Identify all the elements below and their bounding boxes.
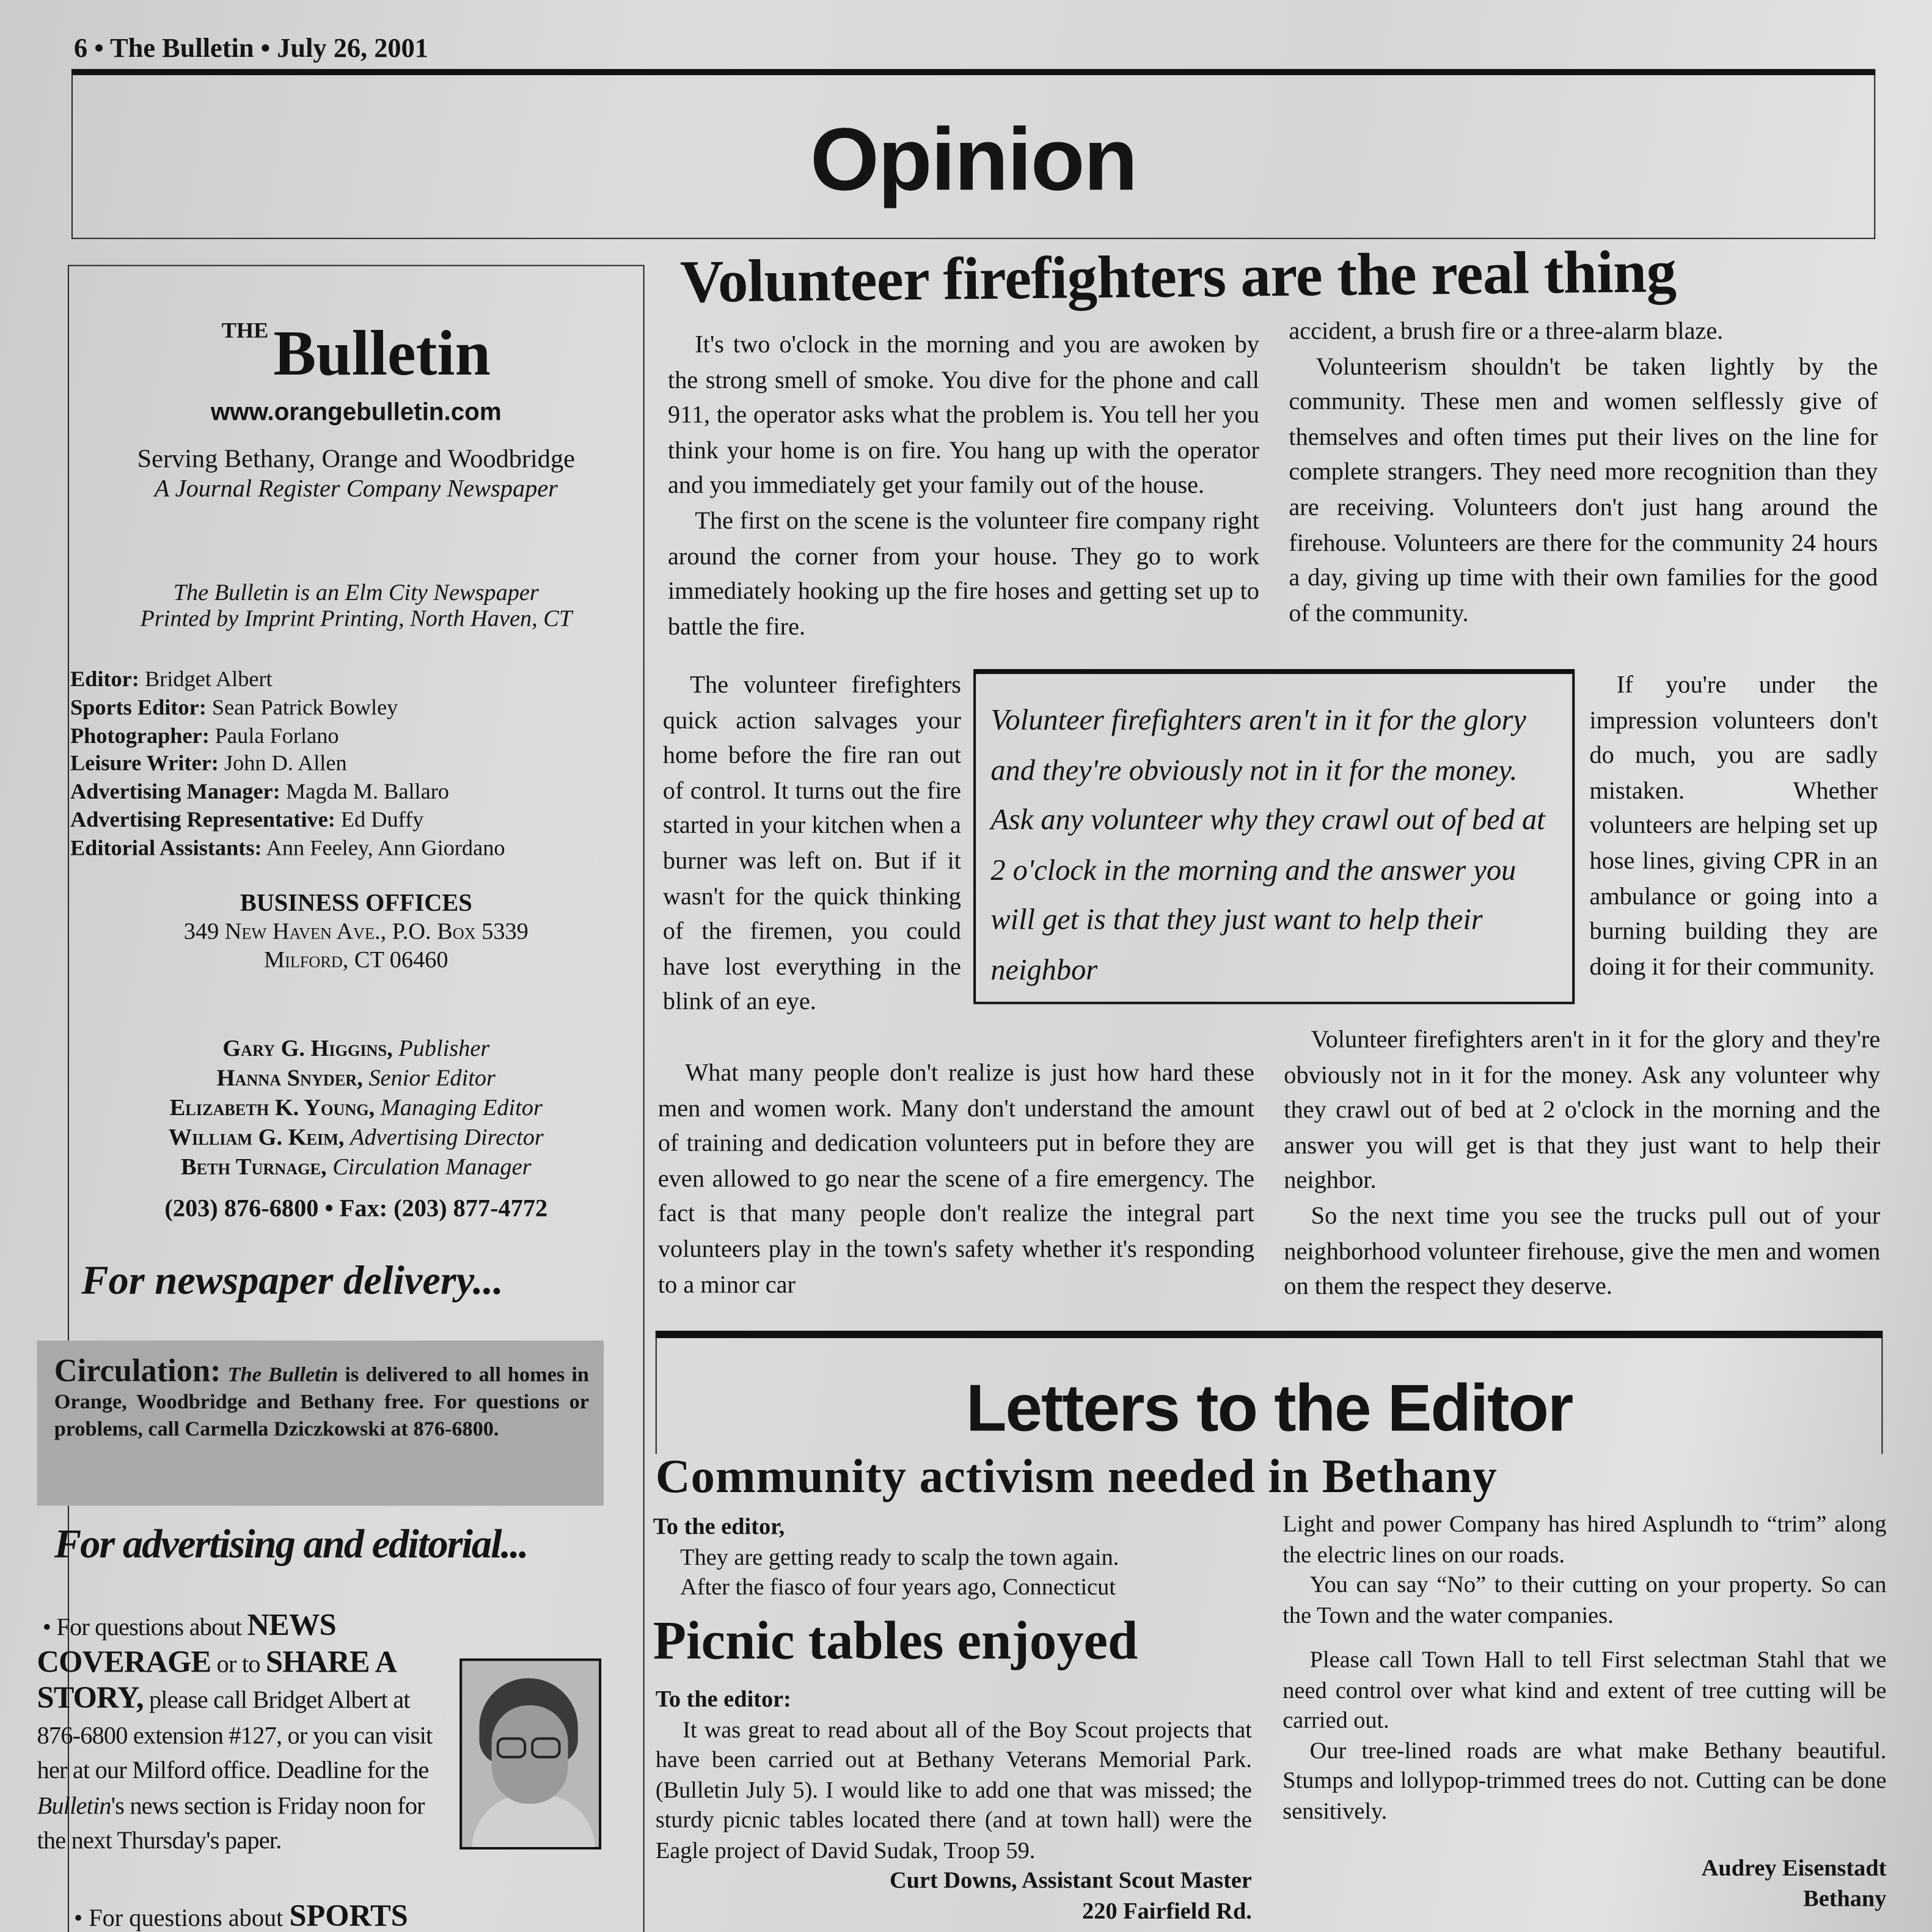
officer-item: William G. Keim, Advertising Director: [168, 1125, 544, 1151]
letter-headline: Community activism needed in Bethany: [655, 1450, 1498, 1504]
letter-headline: Picnic tables enjoyed: [653, 1610, 1138, 1671]
address-line: 349 New Haven Ave., P.O. Box 5339: [183, 919, 529, 945]
editorial-col2-bottom: Volunteer firefighters aren't in it for the glory and they're obviously not in it for the money. Ask any volunteer why they crawl out of bed at 2 o'clock in the morning and the answer you will get is that they just want to help their neighbor. So the next time you see the trucks pull out of your neighborhood volunteer firehouse, give the men and women on them the respect they deserve.: [1284, 1026, 1881, 1300]
officer-item: Gary G. Higgins, Publisher: [222, 1036, 490, 1063]
staff-item: Advertising Representative: Ed Duffy: [70, 807, 424, 832]
editorial-col2-narrow: If you're under the impression volunteers don't do much, you are sadly mistaken. Whether volunteers are helping set up hose lines, giving CPR in an ambulance or going into a burning building they are doing it for their community.: [1589, 671, 1878, 981]
staff-item: Leisure Writer: John D. Allen: [70, 750, 347, 776]
letter-signature: Audrey Eisenstadt: [1701, 1855, 1887, 1882]
staff-item: Advertising Manager: Magda M. Ballaro: [70, 778, 449, 804]
news-contact-info: • For questions about NEWS COVERAGE or to SHARE A STORY, please call Bridget Albert at 876-6800 extension #127, or you can visit her at our Milford office. Deadline for the Bulletin's news section is Friday noon for the next Thursday's paper.: [37, 1609, 433, 1854]
staff-item: Sports Editor: Sean Patrick Bowley: [70, 694, 398, 720]
officers-list: [68, 1035, 645, 1183]
bulletin-logo: [68, 318, 645, 390]
letter1-col2: Light and power Company has hired Asplundh to “trim” along the electric lines on our roads. You can say “No” to their cutting on your property. So can the Town and the water companies. Please call Town Hall to tell First selectman Stahl that we need control over what kind and extent of tree cutting will be carried out. Our tree-lined roads are what make Bethany beautiful. Stumps and lollypop-trimmed trees do not. Cutting can be done sensitively. Audrey Eisenstadt Bethany: [1283, 1510, 1886, 1914]
letters-banner: [656, 1331, 1883, 1454]
logo-the: THE: [221, 318, 269, 343]
editorial-col2-top: accident, a brush fire or a three-alarm blaze. Volunteerism shouldn't be taken lightly by the community. These men and women selflessly give of themselves and often times put their lives on the line for complete strangers. They need more recognition than they are receiving. Volunteers don't just hang around the firehouse. Volunteers are there for the community 24 hours a day, giving up time with their own families for the good of the community.: [1289, 318, 1878, 627]
editorial-col1-top: It's two o'clock in the morning and you are awoken by the strong smell of smoke. You dive for the phone and call 911, the operator asks what the problem is. You tell her you think your home is on fire. You hang up with the operator and you immediately get your family out of the house. The first on the scene is the volunteer fire company right around the corner from your house. They go to work immediately hooking up the fire hoses and getting set up to battle the fire.: [667, 331, 1259, 641]
website-url: www.orangebulletin.com: [210, 399, 502, 426]
staff-item: Editor: Bridget Albert: [70, 666, 273, 692]
advertising-heading: For advertising and editorial...: [54, 1523, 528, 1568]
sports-contact-info: • For questions about SPORTS: [73, 1900, 408, 1932]
business-offices-heading: BUSINESS OFFICES: [240, 889, 472, 917]
phone-fax: (203) 876-6800 • Fax: (203) 877-4772: [164, 1195, 548, 1223]
editorial-headline: Volunteer firefighters are the real thing: [679, 237, 1677, 316]
section-title: Opinion: [810, 111, 1137, 210]
officer-item: Elizabeth K. Young, Managing Editor: [169, 1095, 543, 1122]
letter-signature-address: 220 Fairfield Rd.: [1082, 1898, 1252, 1924]
serving-line: Serving Bethany, Orange and Woodbridge: [137, 443, 575, 474]
letters-title: Letters to the Editor: [965, 1371, 1573, 1446]
company-line: A Journal Register Company Newspaper: [154, 475, 558, 503]
letter-signature: Curt Downs, Assistant Scout Master: [890, 1868, 1252, 1894]
staff-list: [70, 665, 505, 862]
elm-city-line: The Bulletin is an Elm City Newspaper: [173, 580, 539, 607]
editorial-col1-narrow: The volunteer firefighters quick action salvages your home before the fire ran out of control. It turns out the fire started in your kitchen when a burner was left on. But if it wasn't for the quick thinking of the firemen, you could have lost everything in the blink of an eye.: [662, 671, 961, 1016]
page-folio: 6 • The Bulletin • July 26, 2001: [73, 32, 428, 63]
officer-item: Beth Turnage, Circulation Manager: [181, 1154, 532, 1180]
staff-item: Photographer: Paula Forlano: [70, 722, 339, 748]
letter1-col1: To the editor, They are getting ready to scalp the town again. After the fiasco of four years ago, Connecticut: [653, 1514, 1119, 1601]
logo-name: Bulletin: [273, 319, 491, 390]
letter2-body: To the editor: It was great to read about all of the Boy Scout projects that have been carried out at Bethany Veterans Memorial Park. (Bulletin July 5). I would like to add one that was missed; the sturdy picnic tables located there (and at town hall) were the Eagle project of David Sudak, Troop 59. Curt Downs, Assistant Scout Master 220 Fairfield Rd.: [656, 1686, 1252, 1927]
section-banner: [71, 69, 1875, 239]
editor-photo: [459, 1658, 601, 1850]
letter-signature-place: Bethany: [1803, 1886, 1887, 1912]
staff-item: Editorial Assistants: Ann Feeley, Ann Giordano: [70, 835, 505, 860]
editorial-col1-bottom: What many people don't realize is just how hard these men and women work. Many don't understand the amount of training and dedication volunteers put in before they are even allowed to go near the scene of a fire emergency. The fact is that many people don't realize the integral part volunteers play in the town's safety whether it's responding to a minor car: [657, 1059, 1254, 1298]
officer-item: Hanna Snyder, Senior Editor: [216, 1066, 496, 1092]
pull-quote: Volunteer firefighters aren't in it for the glory and they're obviously not in it for the money. Ask any volunteer why they crawl out of bed at 2 o'clock in the morning and the answer you will get is that they just want to help their neighbor: [973, 669, 1575, 1004]
address-line: Milford, CT 06460: [264, 947, 448, 974]
delivery-heading: For newspaper delivery...: [81, 1259, 503, 1304]
printer-line: Printed by Imprint Printing, North Haven, CT: [140, 606, 573, 632]
circulation-box: Circulation: The Bulletin is delivered to all homes in Orange, Woodbridge and Bethany free. For questions or problems, call Carmella Dziczkowski at 876-6800.: [37, 1341, 604, 1506]
